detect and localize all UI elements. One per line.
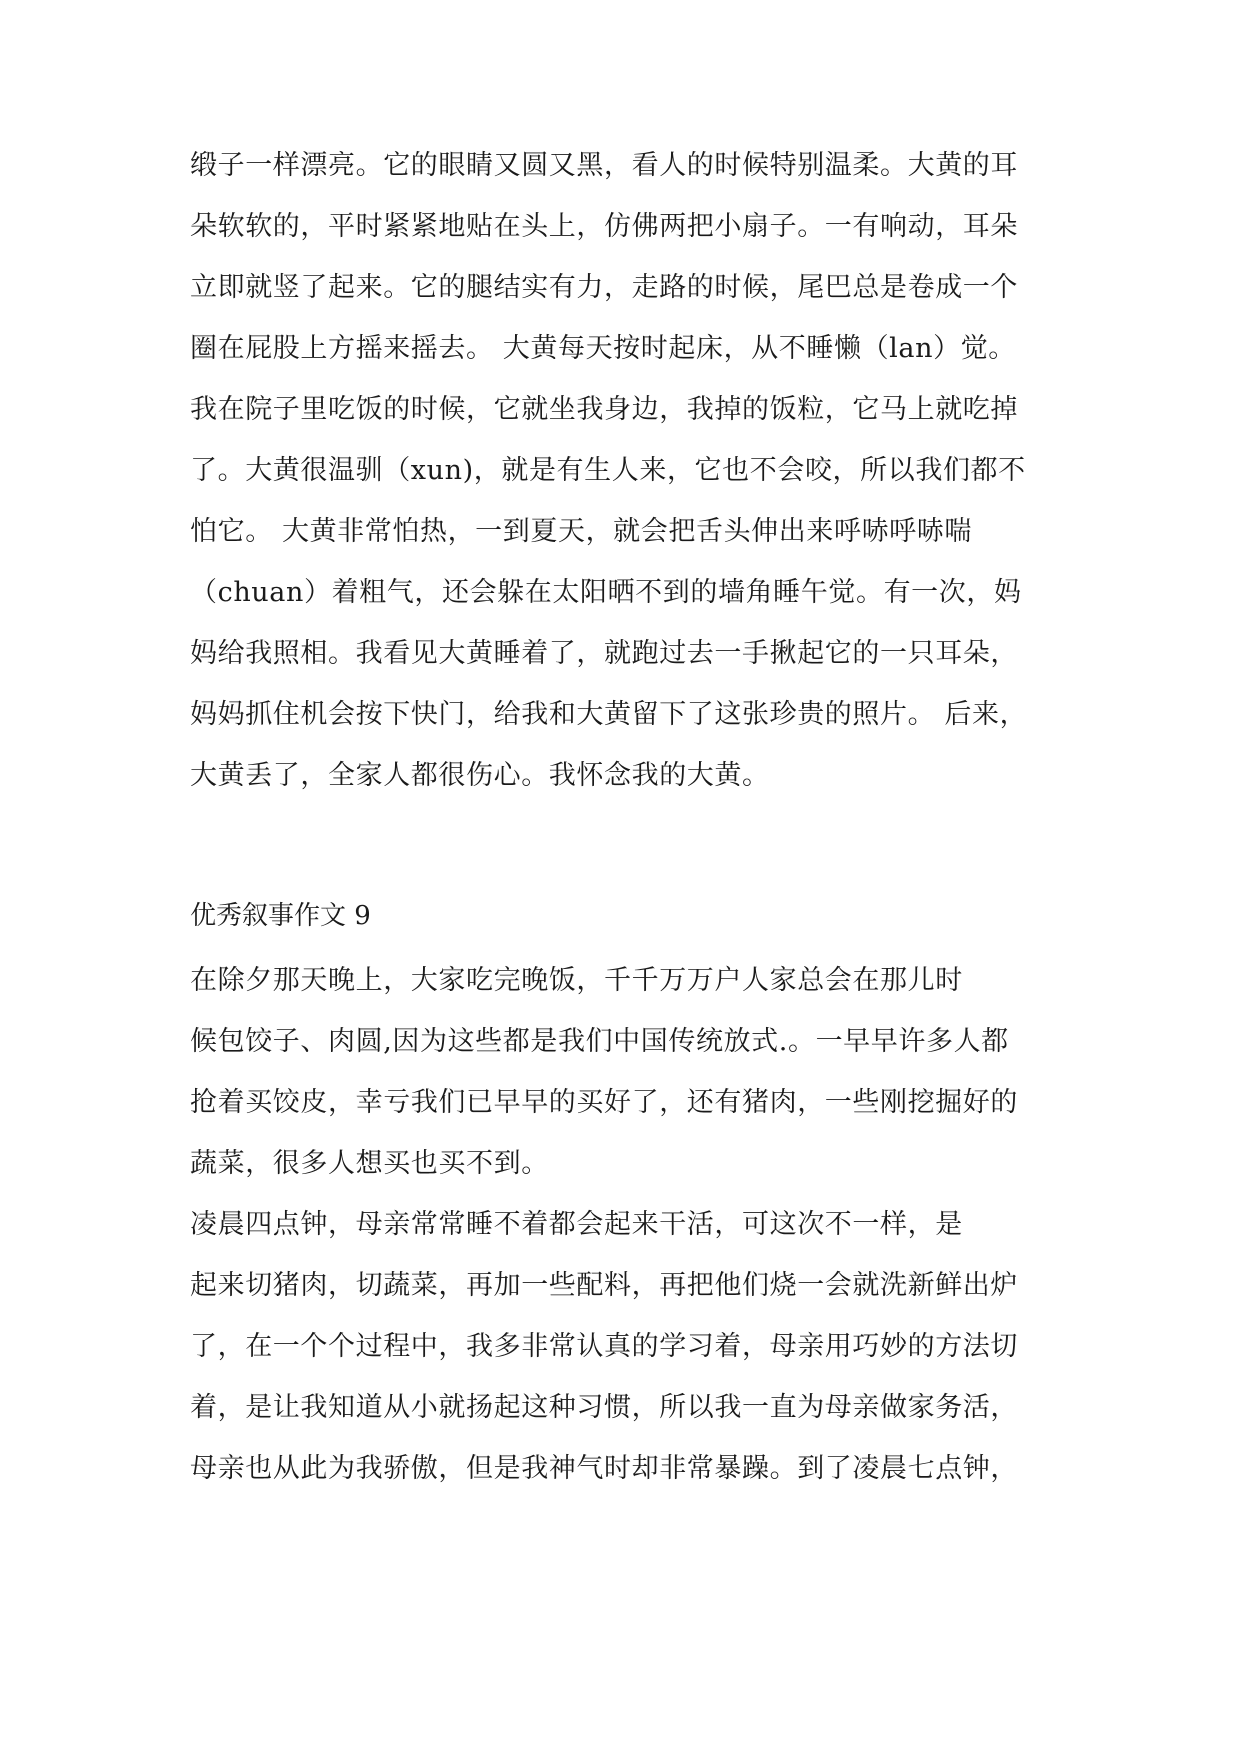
paragraph-1-line-1: 缎子一样漂亮。它的眼睛又圆又黑，看人的时候特别温柔。大黄的耳 — [190, 150, 1018, 181]
paragraph-3-line-2: 起来切猪肉，切蔬菜，再加一些配料，再把他们烧一会就洗新鲜出炉 — [190, 1270, 1018, 1301]
paragraph-1-line-8: （chuan）着粗气，还会躲在太阳晒不到的墙角睡午觉。有一次，妈 — [190, 577, 1022, 608]
paragraph-1-line-7: 怕它。 大黄非常怕热，一到夏天，就会把舌头伸出来呼哧呼哧喘 — [190, 516, 972, 547]
paragraph-1-line-6: 了。大黄很温驯（xun)，就是有生人来，它也不会咬，所以我们都不 — [190, 455, 1026, 486]
paragraph-3-line-1: 凌晨四点钟，母亲常常睡不着都会起来干活，可这次不一样，是 — [190, 1209, 963, 1240]
paragraph-1-line-4: 圈在屁股上方摇来摇去。 大黄每天按时起床，从不睡懒（lan）觉。 — [190, 333, 1016, 364]
paragraph-3-line-4: 着，是让我知道从小就扬起这种习惯，所以我一直为母亲做家务活， — [190, 1392, 1018, 1423]
paragraph-2-line-4: 蔬菜，很多人想买也买不到。 — [190, 1148, 549, 1179]
paragraph-1-line-3: 立即就竖了起来。它的腿结实有力，走路的时候，尾巴总是卷成一个 — [190, 272, 1018, 303]
paragraph-3-line-3: 了，在一个个过程中，我多非常认真的学习着，母亲用巧妙的方法切 — [190, 1331, 1018, 1362]
paragraph-1-line-9: 妈给我照相。我看见大黄睡着了，就跑过去一手揪起它的一只耳朵， — [190, 638, 1018, 669]
paragraph-1-line-10: 妈妈抓住机会按下快门，给我和大黄留下了这张珍贵的照片。 后来， — [190, 699, 1028, 730]
paragraph-2-line-1: 在除夕那天晚上，大家吃完晚饭，千千万万户人家总会在那儿时 — [190, 965, 963, 996]
paragraph-3-line-5: 母亲也从此为我骄傲，但是我神气时却非常暴躁。到了凌晨七点钟， — [190, 1453, 1018, 1484]
paragraph-1-line-2: 朵软软的，平时紧紧地贴在头上，仿佛两把小扇子。一有响动，耳朵 — [190, 211, 1018, 242]
paragraph-2-line-2: 候包饺子、肉圆,因为这些都是我们中国传统放式.。一早早许多人都 — [190, 1026, 1009, 1057]
section-title: 优秀叙事作文 9 — [190, 901, 371, 931]
paragraph-1-line-5: 我在院子里吃饭的时候，它就坐我身边，我掉的饭粒，它马上就吃掉 — [190, 394, 1018, 425]
paragraph-2-line-3: 抢着买饺皮，幸亏我们已早早的买好了，还有猪肉，一些刚挖掘好的 — [190, 1087, 1018, 1118]
paragraph-1-line-11: 大黄丢了，全家人都很伤心。我怀念我的大黄。 — [190, 760, 770, 791]
